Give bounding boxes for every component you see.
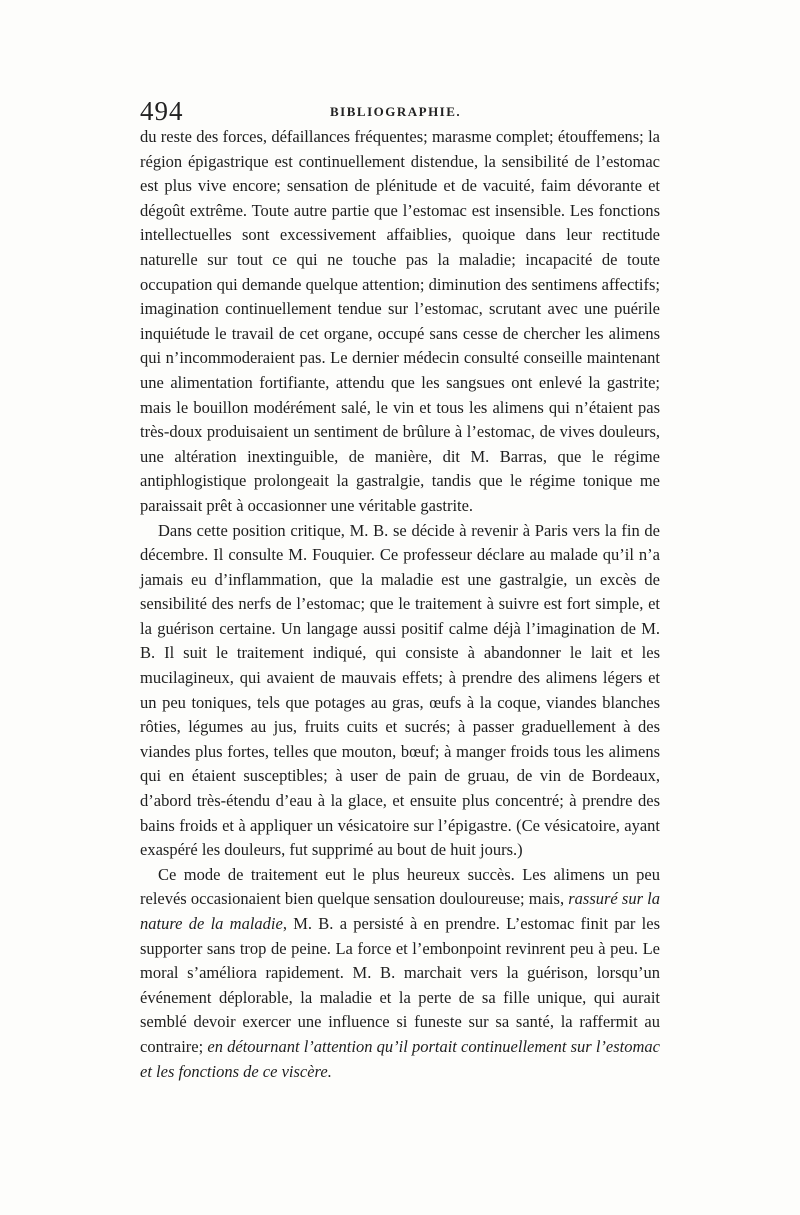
page-number: 494 (140, 96, 184, 126)
paragraph-3-italic-ending: en détournant l’attention qu’il portait continuellement sur l’estomac et les fonctions de ce viscère. (140, 1036, 660, 1081)
paragraph-3-italic-phrase: rassuré sur la nature de la maladie (140, 889, 660, 933)
paragraph-3-text-middle: , M. B. a persisté à en prendre. L’estomac finit par les supporter sans trop de peine. La force et l’embonpoint revinrent peu à peu. Le moral s’améliora rapidement. M. B. marchait vers la guérison, lorsqu’un événement déplorable, la maladie et la perte de sa fille unique, qui aurait semblé devoir exercer une influence si funeste sur sa santé, la raffermit au contraire; (140, 914, 660, 1056)
page-header (140, 96, 665, 126)
paragraph-1: du reste des forces, défaillances fréquentes; marasme complet; étouffemens; la région épigastrique est continuellement distendue, la sensibilité de l’estomac est plus vive encore; sensation de plénitude et de vacuité, faim dévorante et dégoût extrême. Toute autre partie que l’estomac est insensible. Les fonctions intellectuelles sont excessivement affaiblies, quoique dans leur rectitude naturelle sur tout ce qui ne touche pas la maladie; incapacité de toute occupation qui demande quelque attention; diminution des sentimens affectifs; imagination continuellement tendue sur l’estomac, scrutant avec une puérile inquiétude le travail de cet organe, occupé sans cesse de chercher les alimens qui n’incommoderaient pas. Le dernier médecin consulté conseille maintenant une alimentation fortifiante, attendu que les sangsues ont enlevé la gastrite; mais le bouillon modérément salé, le vin et tous les alimens qui n’étaient pas très-doux produisaient un sentiment de brûlure à l’estomac, de vives douleurs, une altération inextinguible, de manière, dit M. Barras, que le régime antiphlogistique prolongeait la gastralgie, tandis que le régime tonique me paraissait prêt à occasionner une véritable gastrite. (140, 127, 660, 515)
running-head: BIBLIOGRAPHIE. (330, 104, 462, 119)
paragraph-3 (140, 863, 660, 1084)
paragraph-3-text-start: Ce mode de traitement eut le plus heureux succès. Les alimens un peu relevés occasionaient bien quelque sensation douloureuse; mais, (140, 864, 660, 909)
body-text (140, 125, 660, 1084)
paragraph-2: Dans cette position critique, M. B. se décide à revenir à Paris vers la fin de décembre. Il consulte M. Fouquier. Ce professeur déclare au malade qu’il n’a jamais eu d’inflammation, que la maladie est une gastralgie, un excès de sensibilité des nerfs de l’estomac; que le traitement à suivre est fort simple, et la guérison certaine. Un langage aussi positif calme déjà l’imagination de M. B. Il suit le traitement indiqué, qui consiste à abandonner le lait et les mucilagineux, qui avaient de mauvais effets; à prendre des alimens légers et un peu toniques, tels que potages au gras, œufs à la coque, viandes blanches rôties, légumes au jus, fruits cuits et sucrés; à passer graduellement à des viandes plus fortes, telles que mouton, bœuf; à manger froids tous les alimens qui en étaient susceptibles; à user de pain de gruau, de vin de Bordeaux, d’abord très-étendu d’eau à la glace, et ensuite plus concentré; à prendre des bains froids et à appliquer un vésicatoire sur l’épigastre. (Ce vésicatoire, ayant exaspéré les douleurs, fut supprimé au bout de huit jours.) (140, 520, 660, 860)
